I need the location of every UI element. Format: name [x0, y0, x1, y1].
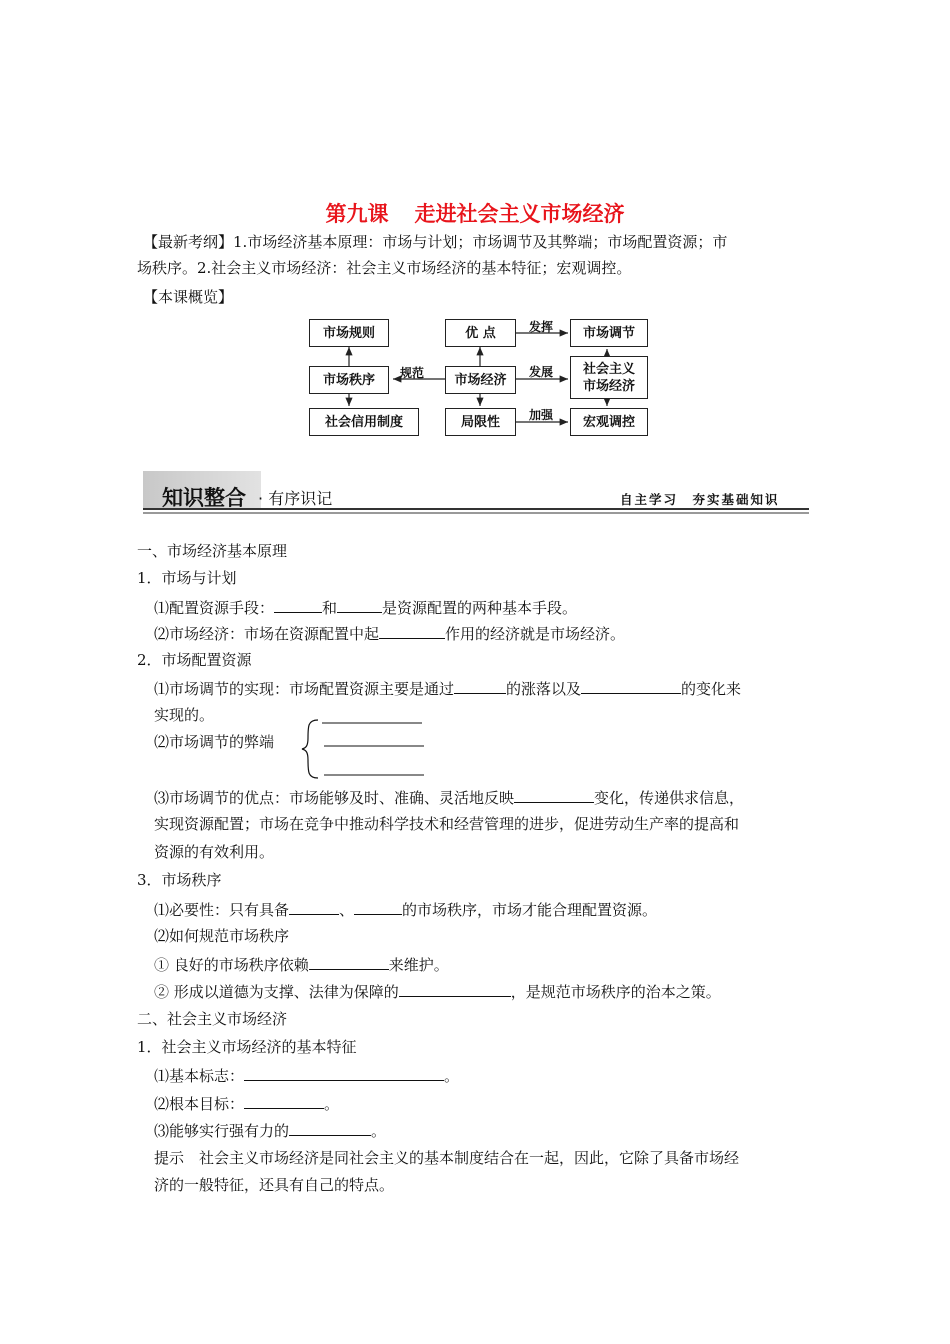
blank-5: [581, 678, 681, 694]
blank-11: [244, 1065, 444, 1081]
s2-1-3-text-b: 。: [371, 1122, 387, 1140]
blank-6: [514, 787, 594, 803]
s1-2-1-line: [154, 678, 741, 699]
s2-1-1-text-a: ⑴基本标志：: [154, 1067, 245, 1085]
tip-line2: 济的一般特征，还具有自己的特点。: [154, 1176, 395, 1194]
s1-3-1-text-c: 的市场秩序，市场才能合理配置资源。: [402, 901, 658, 919]
box-socialist-line2: 市场经济: [582, 378, 635, 394]
edge-label-exert: 发挥: [529, 320, 554, 334]
s1-2-1-text-a: ⑴市场调节的实现：市场配置资源主要是通过: [154, 680, 455, 698]
box-market-economy: 市场经济: [445, 366, 516, 394]
s1-1-1-text-b: 和: [322, 599, 338, 617]
blank-3: [379, 623, 445, 639]
title-topic: 走进社会主义市场经济: [414, 202, 625, 226]
box-socialist-market-economy: [570, 356, 648, 399]
blank-1: [274, 597, 322, 613]
box-socialist-line1: 社会主义: [582, 361, 635, 377]
s1-2-3-text-b: 变化，传递供求信息，: [594, 789, 745, 807]
s1-3-2-2-text-b: ，是规范市场秩序的治本之策。: [510, 983, 721, 1001]
section-2-1-heading: 1．社会主义市场经济的基本特征: [137, 1038, 357, 1056]
box-market-regulation: 市场调节: [570, 319, 648, 347]
s2-1-1-text-b: 。: [444, 1067, 460, 1085]
s1-1-1-text-c: 是资源配置的两种基本手段。: [382, 599, 578, 617]
tip-line1: 提示 社会主义市场经济是同社会主义的基本制度结合在一起，因此，它除了具备市场经: [154, 1149, 740, 1167]
outline-text1: 1.市场经济基本原理：市场与计划；市场调节及其弊端；市场配置资源；市: [233, 233, 728, 251]
box-market-order: 市场秩序: [309, 366, 389, 394]
box-macro-control: 宏观调控: [570, 408, 648, 436]
blank-7: [289, 899, 339, 915]
s2-1-2-line: [154, 1093, 339, 1114]
edge-label-strengthen: 加强: [529, 408, 554, 422]
s1-2-3-line2: 实现资源配置；市场在竞争中推动科学技术和经营管理的进步，促进劳动生产率的提高和: [154, 815, 740, 833]
box-credit-system: 社会信用制度: [309, 408, 419, 436]
s1-1-2-text-a: ⑵市场经济：市场在资源配置中起: [154, 625, 380, 643]
overview-label: 【本课概览】: [143, 288, 234, 306]
box-advantage: 优 点: [445, 319, 516, 347]
banner-subtitle: [258, 486, 332, 509]
blank-8: [354, 899, 402, 915]
s1-1-2-text-b: 作用的经济就是市场经济。: [445, 625, 626, 643]
blank-4: [454, 678, 506, 694]
s1-2-2-line: ⑵市场调节的弊端: [154, 733, 275, 751]
banner-sub-text: 有序识记: [268, 489, 333, 508]
s1-3-1-text-a: ⑴必要性：只有具备: [154, 901, 290, 919]
edge-label-develop: 发展: [529, 365, 554, 379]
s2-1-1-line: [154, 1065, 459, 1086]
banner-dot: ·: [258, 489, 264, 508]
s1-2-3-text-a: ⑶市场调节的优点：市场能够及时、准确、灵活地反映: [154, 789, 515, 807]
s2-1-2-text-a: ⑵根本目标：: [154, 1095, 245, 1113]
s1-2-1-text-b: 的涨落以及: [506, 680, 582, 698]
blank-2: [337, 597, 382, 613]
banner-title: 知识整合: [162, 486, 246, 510]
banner-right-text: 自主学习 夯实基础知识: [620, 492, 780, 507]
s1-3-2-line: ⑵如何规范市场秩序: [154, 927, 290, 945]
section-1-heading: 一、市场经济基本原理: [137, 542, 288, 560]
section-2-heading: 二、社会主义市场经济: [137, 1010, 288, 1028]
outline-label: 【最新考纲】: [143, 233, 234, 251]
blank-12: [244, 1093, 324, 1109]
outline-line2: 场秩序。2.社会主义市场经济：社会主义市场经济的基本特征；宏观调控。: [137, 259, 632, 277]
s1-3-1-text-b: 、: [339, 901, 355, 919]
s1-3-2-2-line: [154, 981, 721, 1002]
s1-1-1-line: [154, 597, 577, 618]
title-lesson: 第九课: [325, 202, 389, 226]
section-1-2-heading: 2．市场配置资源: [137, 651, 252, 669]
box-limitation: 局限性: [445, 408, 516, 436]
s2-1-2-text-b: 。: [324, 1095, 340, 1113]
edge-label-regulate: 规范: [400, 366, 425, 380]
s1-3-2-2-text-a: ② 形成以道德为支撑、法律为保障的: [154, 983, 399, 1001]
blank-13: [289, 1120, 371, 1136]
s2-1-3-text-a: ⑶能够实行强有力的: [154, 1122, 290, 1140]
diagram-arrows: [0, 0, 950, 470]
s1-3-2-1-text-b: 来维护。: [388, 956, 449, 974]
s1-3-1-line: [154, 899, 657, 920]
s2-1-3-line: [154, 1120, 386, 1141]
s1-2-3-line3: 资源的有效利用。: [154, 843, 275, 861]
s1-2-3-line: [154, 787, 744, 808]
box-market-rules: 市场规则: [309, 319, 389, 347]
section-1-1-heading: 1．市场与计划: [137, 569, 237, 587]
blank-9: [309, 954, 389, 970]
s1-2-1-line2: 实现的。: [154, 706, 215, 724]
s1-3-2-1-line: [154, 954, 449, 975]
s1-3-2-1-text-a: ① 良好的市场秩序依赖: [154, 956, 309, 974]
s1-2-1-text-c: 的变化来: [681, 680, 742, 698]
s1-1-2-line: [154, 623, 625, 644]
brace-blanks: [300, 716, 430, 782]
blank-10: [399, 981, 511, 997]
section-1-3-heading: 3．市场秩序: [137, 871, 222, 889]
s1-1-1-text-a: ⑴配置资源手段：: [154, 599, 275, 617]
